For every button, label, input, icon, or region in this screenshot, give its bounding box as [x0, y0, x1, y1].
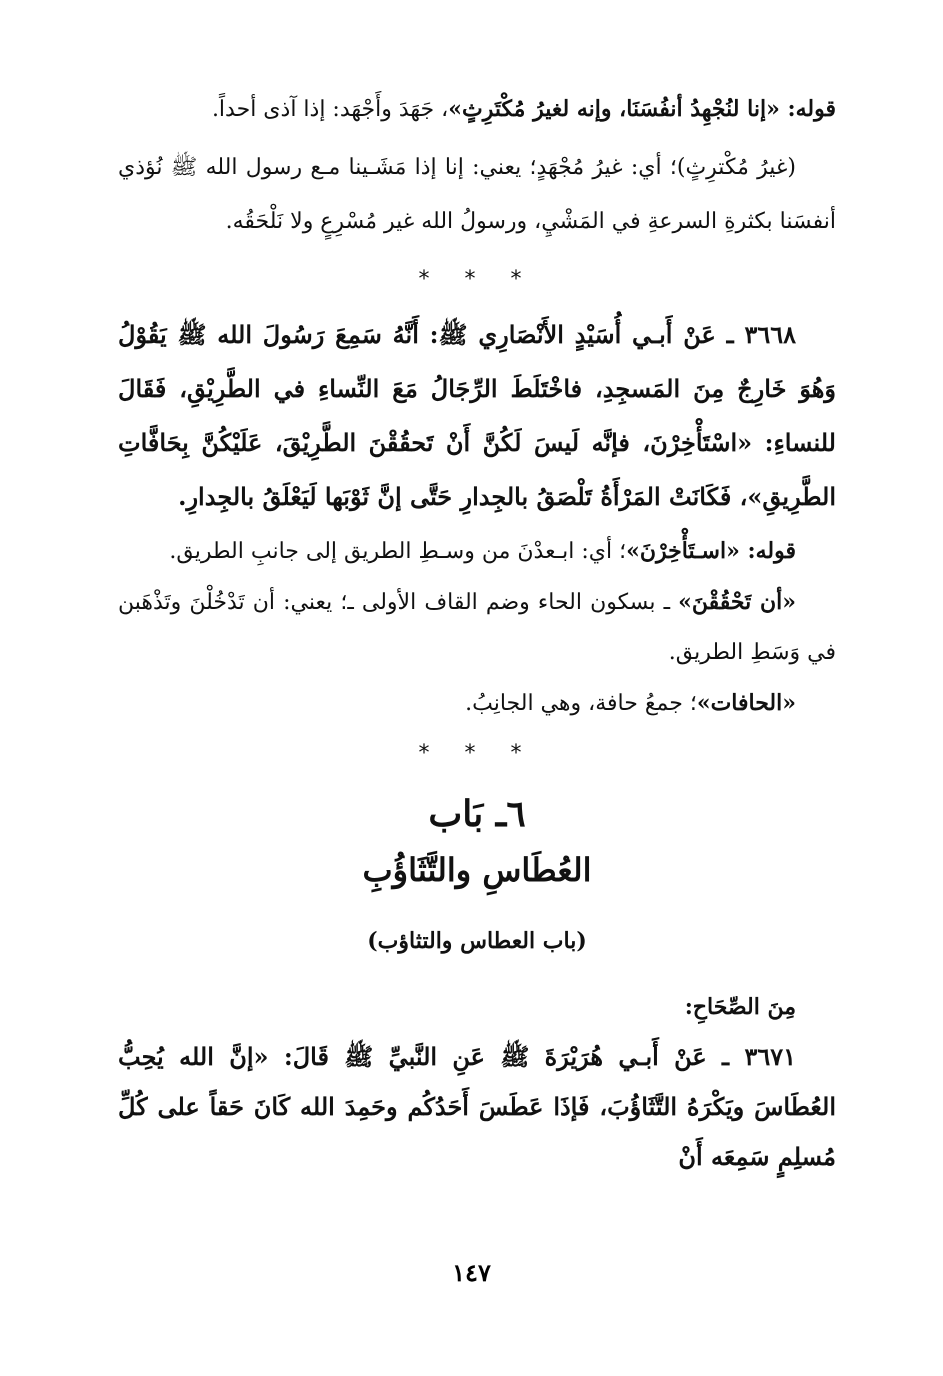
section-label: مِنَ الصِّحَاحِ:	[684, 994, 796, 1020]
commentary-text: ، جَهَدَ وأَجْهَد: إذا آذى أحداً.	[211, 97, 449, 122]
commentary-paragraph-1	[118, 82, 836, 137]
hadith-3671: ٣٦٧١ ـ عَنْ أَبـي هُرَيْرَةَ ﷺ عَنِ النَّبيِّ ﷺ قَالَ: «إنَّ الله يُحِبُّ العُطَاسَ ويَكْرَهُ التَّثَاؤُبَ، فَإذَا عَطَسَ أَحَدُكُم وحَمِدَ الله كَانَ حَقاً على كُلِّ مُسلِمٍ سَمِعَه أَنْ	[118, 1042, 836, 1171]
commentary-lead: «الحافات»	[696, 690, 796, 716]
hadith-3668: ٣٦٦٨ ـ عَنْ أَبـي أُسَيْدٍ الأَنْصَارِي ﷺ: أَنَّهُ سَمِعَ رَسُولَ الله ﷺ يَقُوْلُ وَهُوَ خَارِجٌ مِنَ المَسجِدِ، فاخْتَلَطَ الرِّجَالُ مَعَ النِّساءِ في الطَّرِيْقِ، فَقَالَ للنساءِ: «اسْتَأْخِرْنَ، فإنَّه لَيسَ لَكُنَّ أَنْ تَحقُقْنَ الطَّرِيْقَ، عَلَيْكُنَّ بِحَافَّاتِ الطَّرِيقِ»، فَكَانَتْ المَرْأَةُ تَلْصَقُ بالجِدارِ حَتَّى إنَّ ثَوْبَها لَيَعْلَقُ بالجِدارِ.	[118, 320, 836, 511]
chapter-number: ٦ـ بَاب	[428, 793, 526, 835]
section-divider-stars: * * *	[418, 741, 536, 766]
page-body	[118, 82, 836, 1182]
page-number: ١٤٧	[452, 1258, 491, 1287]
commentary-paragraph-2: (غيرُ مُكْترِثٍ)؛ أي: غيرُ مُجْهَدٍ؛ يعني: إنا إذا مَشَـينا مـع رسول الله ﷺ نُؤذي أنفسَنا بكثرةِ السرعةِ في المَشْيِ، ورسولُ الله غير مُسْرِعٍ ولا نَلْحَقُه.	[118, 155, 836, 234]
commentary-text: ؛ جمعُ حافة، وهي الجانِبُ.	[465, 691, 697, 716]
commentary-paragraph-5	[118, 678, 836, 729]
section-divider-stars: * * *	[418, 267, 536, 292]
chapter-title: العُطَاسِ والتَّثَاؤُبِ	[362, 851, 592, 889]
commentary-lead: قوله:	[779, 96, 836, 122]
chapter-subtitle: (باب العطاس والتثاؤب)	[367, 928, 587, 954]
commentary-lead: قوله: «اسـتَأْخِرْنَ»	[626, 538, 796, 564]
commentary-paragraph-3	[118, 526, 836, 577]
commentary-text: ـ بسكون الحاء وضم القاف الأولى ـ؛ يعني: أن تَدْخُلْنَ وتَذْهَبن في وَسَطِ الطريق.	[118, 590, 836, 665]
commentary-lead: «أن تَحْقُقْنَ»	[678, 589, 796, 615]
hadith-quote: «إنا لنُجْهِدُ أنفُسَنَا، وإنه لغيرُ مُكْتَرِثٍ»	[448, 96, 780, 122]
commentary-text: ؛ أي: ابـعدْنَ من وسـطِ الطريق إلى جانبِ الطريق.	[169, 539, 627, 564]
commentary-paragraph-4	[118, 577, 836, 678]
